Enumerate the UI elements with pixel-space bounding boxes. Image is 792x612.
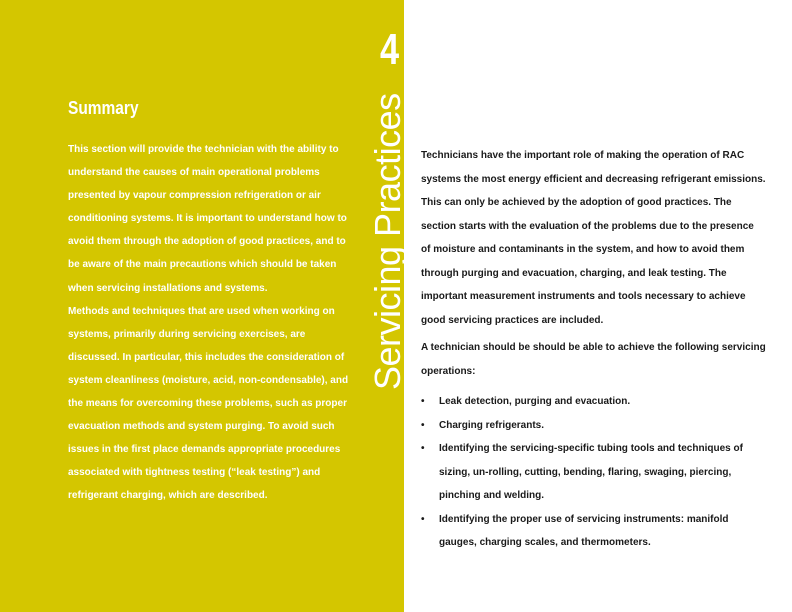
list-item-text: Charging refrigerants. bbox=[439, 419, 545, 431]
chapter-title: Servicing Practices bbox=[367, 93, 408, 390]
list-item bbox=[421, 414, 766, 438]
operations-list bbox=[421, 390, 766, 555]
intro-paragraph-1: Technicians have the important role of making the operation of RAC systems the most energy efficient and decreasing refrigerant emissions. This can only be achieved by the adoption of good practices. The section starts with the evaluation of the problems due to the presence of moisture and contaminants in the system, and how to avoid them through purging and evacuation, charging, and leak testing. The important measurement instruments and tools necessary to achieve good servicing practices are included. bbox=[421, 150, 766, 326]
intro-column bbox=[421, 144, 766, 555]
summary-paragraph-1: This section will provide the technician with the ability to understand the causes of main operational problems presented by vapour compression refrigeration or air conditioning systems. It is important to understand how to avoid them through the adoption of good practices, and to be aware of the main precautions which should be taken when servicing installations and systems. bbox=[68, 144, 347, 294]
list-item-text: Identifying the servicing-specific tubing tools and techniques of sizing, un-rolling, cutting, bending, flaring, swaging, piercing, pinching and welding. bbox=[439, 443, 743, 501]
bullet-icon: • bbox=[421, 419, 425, 431]
list-item bbox=[421, 390, 766, 414]
chapter-number: 4 bbox=[380, 25, 400, 74]
bullet-icon: • bbox=[421, 396, 425, 407]
summary-heading: Summary bbox=[68, 98, 139, 118]
list-item-text: Identifying the proper use of servicing instruments: manifold gauges, charging scales, and thermometers. bbox=[439, 513, 729, 548]
list-item bbox=[421, 437, 766, 508]
summary-body bbox=[68, 138, 353, 508]
intro-paragraph-2: A technician should be should be able to achieve the following servicing operations: bbox=[421, 342, 766, 377]
list-item-text: Leak detection, purging and evacuation. bbox=[439, 396, 631, 407]
bullet-icon: • bbox=[421, 443, 425, 454]
list-item bbox=[421, 508, 766, 555]
summary-paragraph-2: Methods and techniques that are used when working on systems, primarily during servicing exercises, are discussed. In particular, this includes the consideration of system cleanliness (moisture, acid, non-condensable), and the means for overcoming these problems, such as proper evacuation methods and system purging. To avoid such issues in the first place demands appropriate procedures associated with tightness testing (“leak testing”) and refrigerant charging, which are described. bbox=[68, 305, 349, 502]
bullet-icon: • bbox=[421, 513, 425, 525]
